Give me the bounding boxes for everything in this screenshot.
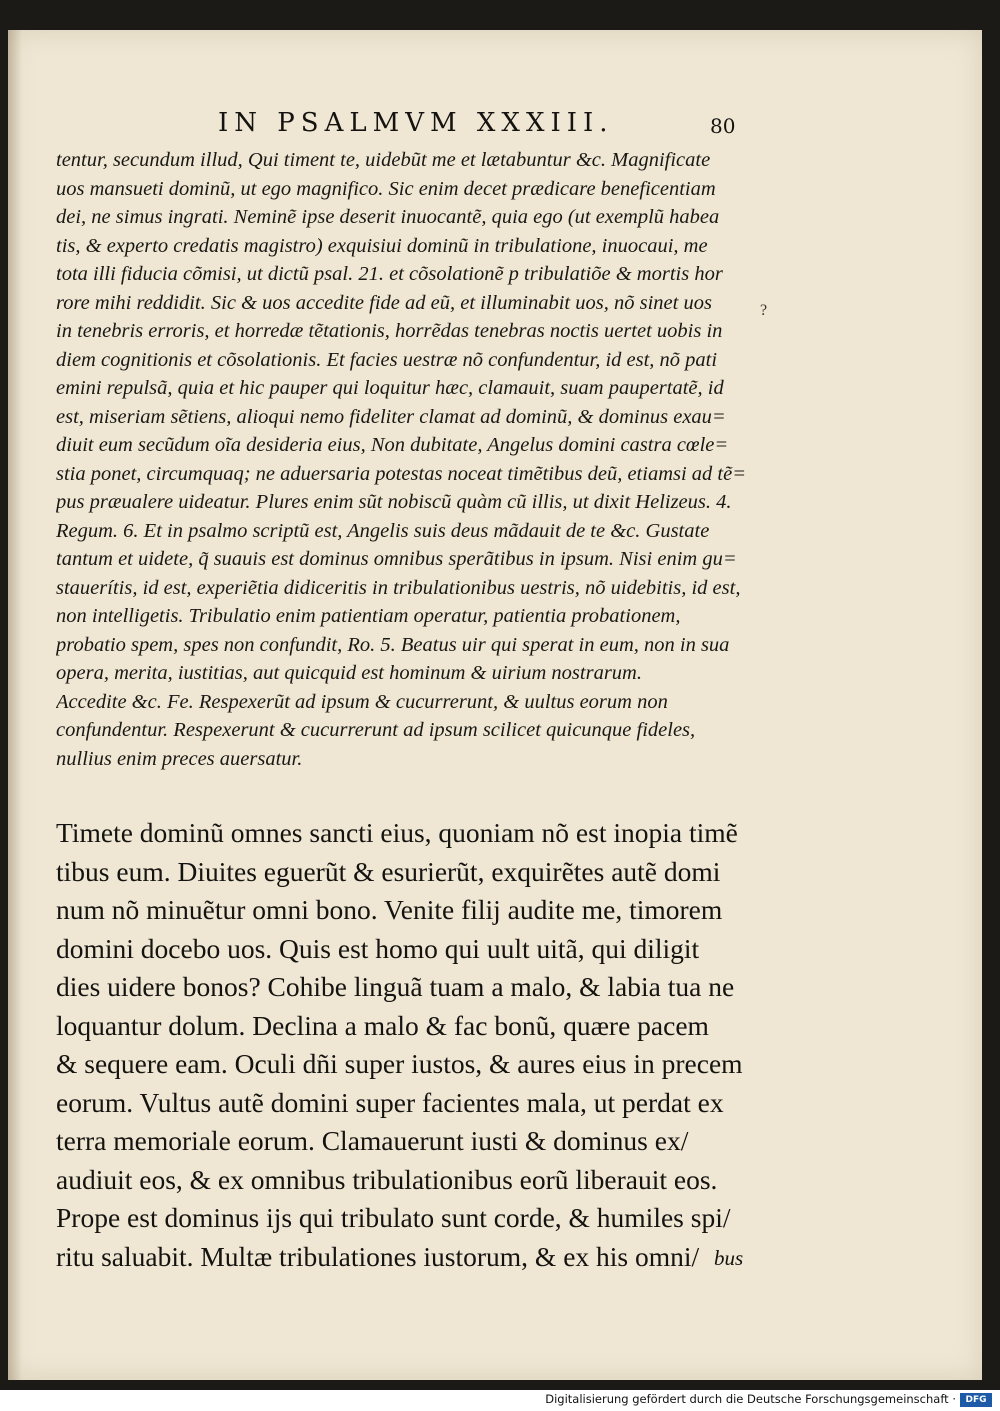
psalm-line: & sequere eam. Oculi dñi super iustos, & aures eius in precem <box>56 1048 743 1079</box>
psalm-line: loquantur dolum. Declina a malo & fac bonũ, quære pacem <box>56 1009 709 1041</box>
funding-credit: Digitalisierung gefördert durch die Deutsche Forschungsgemeinschaft · <box>545 1392 956 1406</box>
commentary-block <box>56 146 766 773</box>
commentary-line: nullius enim preces auersatur. <box>56 747 303 770</box>
book-page <box>8 30 982 1380</box>
psalm-line: ritu saluabit. Multæ tribulationes iustorum, & ex his omni/ <box>56 1240 700 1272</box>
psalm-line: num nõ minuẽtur omni bono. Venite filij audite me, timorem <box>56 894 723 925</box>
commentary-line: Regum. 6. Et in psalmo scriptũ est, Angelis suis deus mãdauit de te &c. Gustate <box>56 519 710 542</box>
commentary-line: in tenebris erroris, et horredæ tẽtationis, horrẽdas tenebras noctis uertet uobis in <box>56 320 723 342</box>
commentary-line: tentur, secundum illud, Qui timent te, uidebũt me et lætabuntur &c. Magnificate <box>56 149 711 171</box>
commentary-line: confundentur. Respexerunt & cucurrerunt ad ipsum scilicet quicunque fideles, <box>56 719 696 741</box>
margin-mark: ? <box>760 302 768 319</box>
psalm-line: eorum. Vultus autẽ domini super facientes mala, ut perdat ex <box>56 1086 724 1118</box>
psalm-line: domini docebo uos. Quis est homo qui uult uitã, qui diligit <box>56 932 700 964</box>
psalm-text-block <box>56 814 776 1276</box>
psalm-line: dies uidere bonos? Cohibe linguã tuam a malo, & labia tua ne <box>56 971 735 1002</box>
commentary-line: stauerítis, id est, experiẽtia didiceritis in tribulationibus uestris, nõ uidebitis, id est, <box>56 576 741 599</box>
commentary-line: opera, merita, iustitias, aut quicquid est hominum & uirium nostrarum. <box>56 662 642 684</box>
commentary-line: dei, ne simus ingrati. Neminẽ ipse deserit inuocantẽ, quia ego (ut exemplũ habea <box>56 206 720 228</box>
commentary-line: rore mihi reddidit. Sic & uos accedite fide ad eũ, et illuminabit uos, nõ sinet uos <box>56 291 712 314</box>
footer-bar <box>0 1390 1000 1411</box>
psalm-line: audiuit eos, & ex omnibus tribulationibus eorũ liberauit eos. <box>56 1163 718 1195</box>
psalm-line: tibus eum. Diuites eguerũt & esurierũt, exquirẽtes autẽ domi <box>56 855 721 887</box>
commentary-line: tantum et uidete, q̃ suauis est dominus omnibus sperãtibus in ipsum. Nisi enim gu= <box>56 548 737 570</box>
dfg-logo: DFG <box>960 1393 992 1407</box>
folio-number: 80 <box>710 114 736 138</box>
psalm-line: Prope est dominus ijs qui tribulato sunt corde, & humiles spi/ <box>56 1202 731 1233</box>
commentary-line: diem cognitionis et cõsolationis. Et facies uestræ nõ confundentur, id est, nõ pati <box>56 348 718 371</box>
commentary-line: diuit eum secũdum oĩa desideria eius, Non dubitate, Angelus domini castra cœle= <box>56 434 729 456</box>
commentary-line: uos mansueti dominũ, ut ego magnifico. Sic enim decet prædicare beneficentiam <box>56 177 716 200</box>
psalm-line: Timete dominũ omnes sancti eius, quoniam nõ est inopia timẽ <box>56 817 738 848</box>
commentary-line: Accedite &c. Fe. Respexerũt ad ipsum & cucurrerunt, & uultus eorum non <box>56 690 668 713</box>
catchword: bus <box>714 1246 744 1270</box>
commentary-line: tis, & experto credatis magistro) exquisiui dominũ in tribulatione, inuocaui, me <box>56 234 708 257</box>
commentary-line: emini repulsã, quia et hic pauper qui loquitur hæc, clamauit, suam paupertatẽ, id <box>56 377 724 399</box>
commentary-line: stia ponet, circumquaq; ne aduersaria potestas noceat timẽtibus deũ, etiamsi ad tẽ= <box>56 462 747 485</box>
commentary-line: est, miseriam sẽtiens, alioqui nemo fideliter clamat ad dominũ, & dominus exau= <box>56 405 726 428</box>
running-head: IN PSALMVM XXXIII. <box>218 108 614 138</box>
commentary-line: non intelligetis. Tribulatio enim patientiam operatur, patientia probationem, <box>56 605 681 627</box>
page-gutter-shadow <box>8 30 22 1380</box>
commentary-line: tota illi fiducia cõmisi, ut dictũ psal. 21. et cõsolationẽ p tribulatiõe & mortis hor <box>56 263 723 285</box>
commentary-line: probatio spem, spes non confundit, Ro. 5. Beatus uir qui sperat in eum, non in sua <box>56 633 730 656</box>
psalm-line: terra memoriale eorum. Clamauerunt iusti & dominus ex/ <box>56 1125 689 1156</box>
commentary-line: pus præualere uideatur. Plures enim sũt nobiscũ quàm cũ illis, ut dixit Helizeus. 4. <box>56 491 732 513</box>
